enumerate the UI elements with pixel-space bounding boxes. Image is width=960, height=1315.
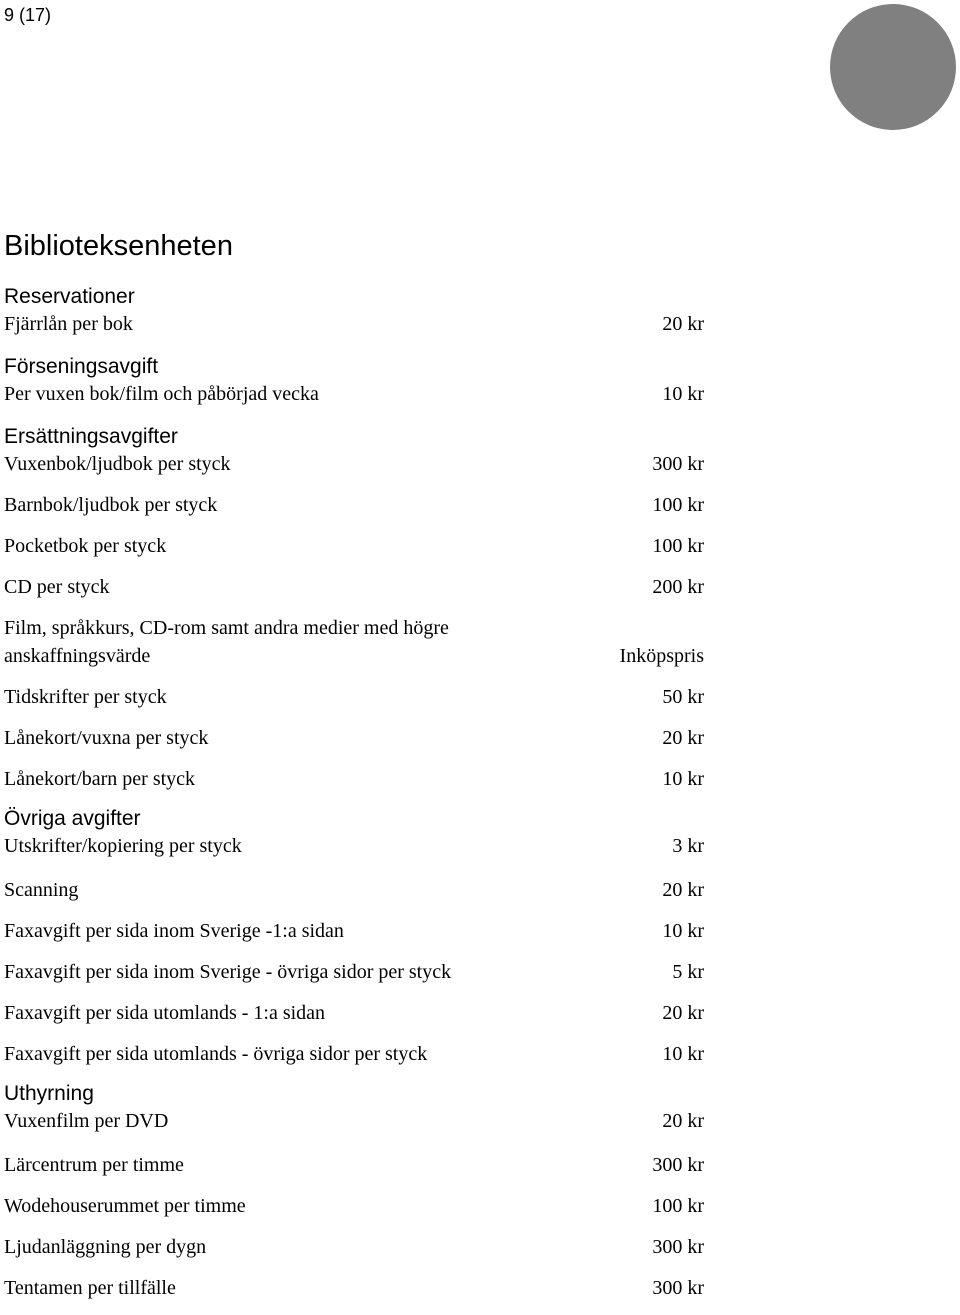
fee-label: Film, språkkurs, CD-rom samt andra medier med högre anskaffningsvärde	[4, 617, 449, 667]
fee-label: Vuxenbok/ljudbok per styck	[4, 453, 231, 475]
fee-row	[4, 876, 704, 917]
fee-price: 100 kr	[652, 1195, 704, 1217]
fee-label: Wodehouserummet per timme	[4, 1195, 246, 1217]
fee-price: 300 kr	[652, 1277, 704, 1299]
fee-row	[4, 491, 704, 532]
fee-label: Ljudanläggning per dygn	[4, 1236, 207, 1258]
fee-label: Lärcentrum per timme	[4, 1154, 184, 1176]
fee-row	[4, 450, 704, 491]
fee-price: 20 kr	[662, 313, 704, 335]
corner-circle	[830, 4, 956, 130]
fee-price: 10 kr	[662, 383, 704, 405]
fee-row	[4, 765, 704, 806]
fee-row	[4, 917, 704, 958]
fee-price: 20 kr	[662, 727, 704, 749]
fee-label: Per vuxen bok/film och påbörjad vecka	[4, 383, 319, 405]
fee-row	[4, 1107, 704, 1151]
fee-label: Lånekort/barn per styck	[4, 768, 196, 790]
fee-price: 20 kr	[662, 879, 704, 901]
fee-row	[4, 1151, 704, 1192]
section-heading: Förseningsavgift	[4, 355, 159, 378]
fee-row	[4, 1192, 704, 1233]
fee-row	[4, 1274, 704, 1315]
fee-price: 300 kr	[652, 1236, 704, 1258]
section-heading: Reservationer	[4, 285, 135, 308]
fee-row	[4, 832, 704, 876]
fee-label: Scanning	[4, 879, 79, 901]
fee-list	[4, 284, 704, 1315]
fee-label: Tidskrifter per styck	[4, 686, 167, 708]
fee-price: 20 kr	[662, 1002, 704, 1024]
fee-row	[4, 958, 704, 999]
fee-price: 100 kr	[652, 535, 704, 557]
fee-price: 200 kr	[652, 576, 704, 598]
fee-row	[4, 573, 704, 614]
fee-label: Faxavgift per sida inom Sverige - övriga sidor per styck	[4, 961, 452, 983]
fee-row	[4, 532, 704, 573]
fee-price: 20 kr	[662, 1110, 704, 1132]
fee-price: 300 kr	[652, 1154, 704, 1176]
section-heading: Ersättningsavgifter	[4, 425, 178, 448]
fee-row	[4, 310, 704, 354]
fee-price: 50 kr	[662, 686, 704, 708]
fee-row	[4, 724, 704, 765]
fee-label: Tentamen per tillfälle	[4, 1277, 176, 1299]
fee-price: 10 kr	[662, 1043, 704, 1065]
document-title: Biblioteksenheten	[4, 230, 233, 262]
fee-price: 3 kr	[672, 835, 704, 857]
section-heading: Uthyrning	[4, 1082, 94, 1105]
fee-row	[4, 999, 704, 1040]
fee-label: Vuxenfilm per DVD	[4, 1110, 169, 1132]
page-number: 9 (17)	[4, 5, 52, 25]
fee-label: Utskrifter/kopiering per styck	[4, 835, 242, 857]
fee-label: CD per styck	[4, 576, 110, 598]
fee-price: Inköpspris	[619, 645, 704, 667]
fee-label: Pocketbok per styck	[4, 535, 167, 557]
fee-row	[4, 1233, 704, 1274]
fee-row	[4, 683, 704, 724]
section-heading: Övriga avgifter	[4, 807, 141, 830]
fee-row	[4, 614, 704, 683]
fee-price: 5 kr	[672, 961, 704, 983]
fee-label: Faxavgift per sida utomlands - 1:a sidan	[4, 1002, 326, 1024]
fee-row	[4, 1040, 704, 1081]
fee-price: 10 kr	[662, 920, 704, 942]
fee-label: Barnbok/ljudbok per styck	[4, 494, 218, 516]
fee-price: 10 kr	[662, 768, 704, 790]
fee-label: Lånekort/vuxna per styck	[4, 727, 209, 749]
fee-price: 300 kr	[652, 453, 704, 475]
fee-price: 100 kr	[652, 494, 704, 516]
fee-label: Faxavgift per sida inom Sverige -1:a sidan	[4, 920, 344, 942]
fee-label: Fjärrlån per bok	[4, 313, 133, 335]
fee-label: Faxavgift per sida utomlands - övriga sidor per styck	[4, 1043, 428, 1065]
fee-row	[4, 380, 704, 424]
